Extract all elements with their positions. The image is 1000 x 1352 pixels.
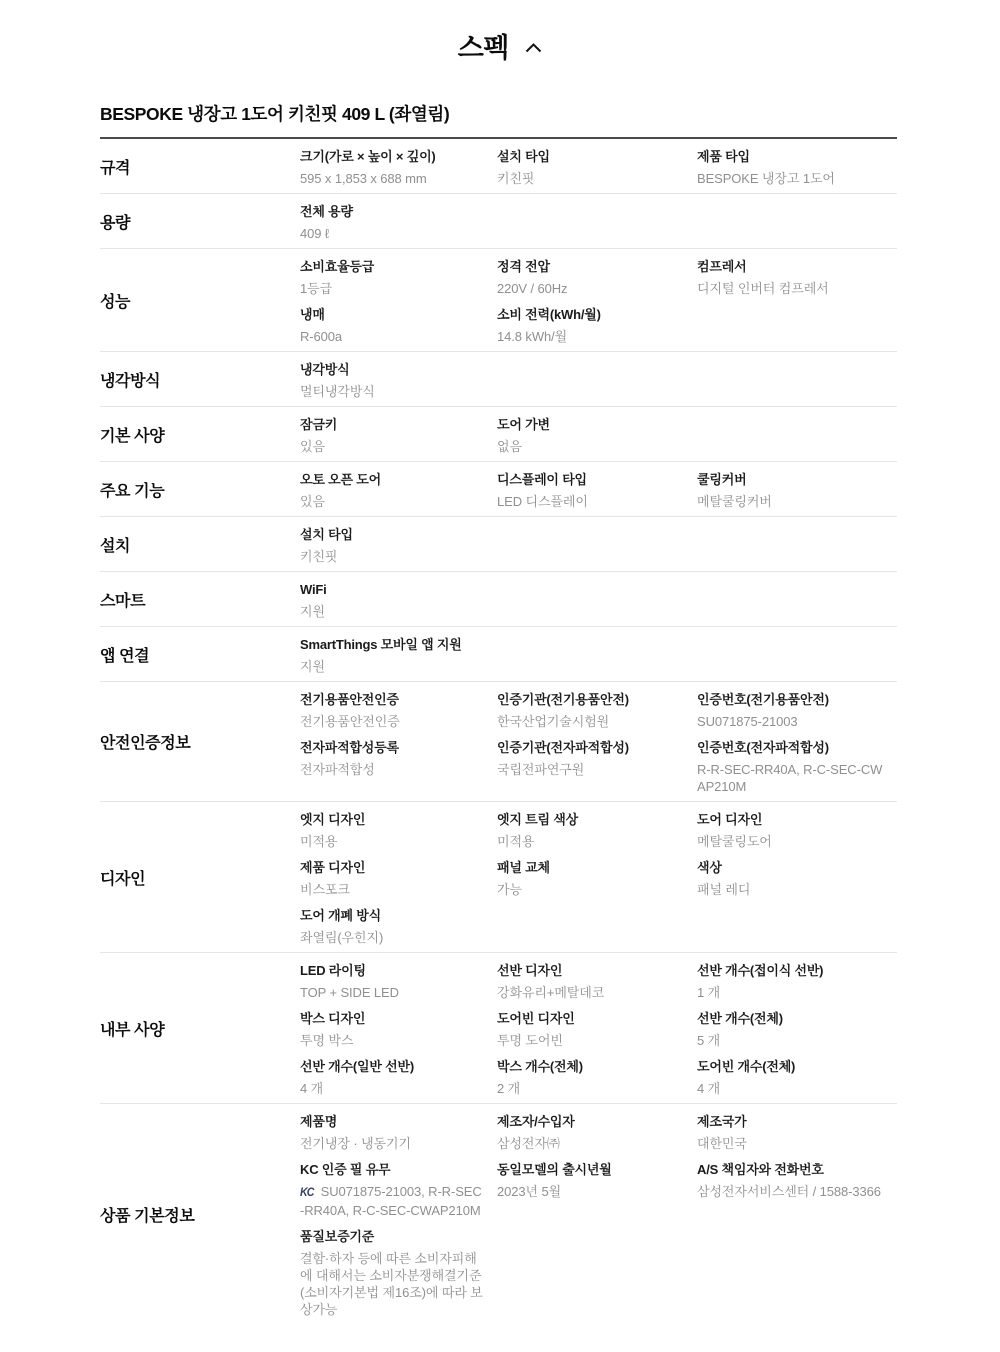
spec-item-label: 제조국가 [697, 1114, 747, 1129]
spec-item-label: 제품 타입 [697, 149, 750, 164]
spec-item-value: 1등급 [300, 281, 333, 296]
spec-item-value: 전기용품안전인증 [300, 714, 400, 729]
row-category-label: 주요 기능 [100, 482, 165, 500]
row-category-label: 앱 연결 [100, 647, 150, 665]
spec-item-value: 비스포크 [300, 882, 350, 897]
spec-item-value: 없음 [497, 439, 522, 454]
spec-item [300, 630, 497, 678]
spec-item-label: 선반 디자인 [497, 963, 563, 978]
spec-item [300, 685, 497, 733]
spec-item [697, 1004, 897, 1052]
spec-item-label: 전체 용량 [300, 204, 353, 219]
spec-item-label: LED 라이팅 [300, 963, 366, 978]
spec-item [300, 355, 497, 403]
row-category-label: 냉각방식 [100, 372, 161, 390]
spec-item [300, 1052, 497, 1100]
spec-item-label: 엣지 디자인 [300, 812, 366, 827]
row-category-label: 기본 사양 [100, 427, 165, 445]
spec-item [497, 300, 697, 348]
spec-item-label: 소비 전력(kWh/월) [497, 307, 601, 322]
spec-item-value: R-600a [300, 329, 343, 344]
product-heading: BESPOKE 냉장고 1도어 키친핏 409 L (좌열림) [100, 101, 897, 139]
spec-item-label: 제품명 [300, 1114, 338, 1129]
spec-title: 스펙 [457, 33, 509, 63]
spec-item-value: 삼성전자서비스센터 / 1588-3366 [697, 1184, 881, 1199]
spec-item [497, 252, 697, 300]
spec-item-label: 제품 디자인 [300, 860, 366, 875]
spec-item [697, 1107, 897, 1155]
spec-item-value: 미적용 [300, 834, 338, 849]
spec-item [497, 853, 697, 901]
spec-item-value: 있음 [300, 494, 325, 509]
row-category-label: 용량 [100, 214, 131, 232]
spec-item-label: 디스플레이 타입 [497, 472, 587, 487]
spec-item-value: 국립전파연구원 [497, 762, 585, 777]
spec-row-capacity [100, 194, 897, 249]
spec-row-performance [100, 249, 897, 352]
spec-item-value: TOP + SIDE LED [300, 985, 399, 1000]
row-category-label: 설치 [100, 537, 131, 555]
spec-item [497, 465, 697, 513]
spec-item-value: 595 x 1,853 x 688 mm [300, 171, 427, 186]
spec-item-value: 1 개 [697, 985, 721, 1000]
spec-item-value: 지원 [300, 604, 325, 619]
spec-item [300, 252, 497, 300]
spec-item [497, 1052, 697, 1100]
spec-item-value: 2 개 [497, 1081, 521, 1096]
spec-item-label: 정격 전압 [497, 259, 550, 274]
spec-item [300, 1107, 497, 1155]
bottom-spacer [100, 1324, 897, 1352]
spec-row-smart [100, 572, 897, 627]
spec-item-value: 삼성전자㈜ [497, 1136, 560, 1151]
spec-item-value: 전기냉장 · 냉동기기 [300, 1136, 411, 1151]
spec-item [697, 142, 897, 190]
spec-item-label: 패널 교체 [497, 860, 550, 875]
spec-item-label: 인증기관(전기용품안전) [497, 692, 629, 707]
spec-item-label: 냉각방식 [300, 362, 350, 377]
spec-row-basic-spec [100, 407, 897, 462]
spec-item-value: 가능 [497, 882, 522, 897]
spec-item-label: 전자파적합성등록 [300, 740, 399, 755]
spec-item-value: LED 디스플레이 [497, 494, 588, 509]
spec-item [697, 685, 897, 733]
spec-item-label: 엣지 트림 색상 [497, 812, 578, 827]
spec-item [497, 142, 697, 190]
spec-item-label: 도어 디자인 [697, 812, 763, 827]
kc-certification-icon: KC [300, 1187, 314, 1199]
spec-item-label: 크기(가로 × 높이 × 깊이) [300, 149, 436, 164]
spec-item [497, 1155, 697, 1203]
row-category-label: 내부 사양 [100, 1021, 165, 1039]
spec-row-safety-certification [100, 682, 897, 802]
spec-row-installation [100, 517, 897, 572]
spec-item-value: 409 ℓ [300, 226, 330, 241]
spec-item-value: 메탈쿨링도어 [697, 834, 772, 849]
spec-item-label: 냉매 [300, 307, 325, 322]
spec-item [300, 733, 497, 781]
spec-item [497, 685, 697, 733]
spec-item [300, 1155, 497, 1222]
spec-item-value: 있음 [300, 439, 325, 454]
spec-item [697, 1155, 897, 1203]
spec-item [300, 575, 497, 623]
spec-table [100, 139, 897, 1324]
row-category-label: 상품 기본정보 [100, 1207, 195, 1225]
spec-row-design [100, 802, 897, 953]
spec-item-label: 선반 개수(전체) [697, 1011, 783, 1026]
spec-item-label: 제조자/수입자 [497, 1114, 575, 1129]
spec-item [497, 805, 697, 853]
spec-row-dimensions [100, 139, 897, 194]
spec-item [697, 853, 897, 901]
spec-item [697, 956, 897, 1004]
chevron-up-icon [525, 43, 542, 53]
spec-item-value: 메탈쿨링커버 [697, 494, 772, 509]
spec-row-app-connectivity [100, 627, 897, 682]
spec-item [300, 520, 497, 568]
spec-item-label: A/S 책임자와 전화번호 [697, 1162, 824, 1177]
spec-item-value: 좌열림(우힌지) [300, 930, 384, 945]
spec-item-label: 인증번호(전기용품안전) [697, 692, 829, 707]
spec-item [697, 733, 897, 798]
spec-item-label: 인증번호(전자파적합성) [697, 740, 829, 755]
spec-item-value: 전자파적합성 [300, 762, 375, 777]
spec-item-label: 동일모델의 출시년월 [497, 1162, 612, 1177]
spec-item-value: 4 개 [697, 1081, 721, 1096]
spec-item [697, 465, 897, 513]
spec-item-label: 도어 개폐 방식 [300, 908, 381, 923]
spec-item-value: 대한민국 [697, 1136, 747, 1151]
spec-item-label: KC 인증 필 유무 [300, 1162, 391, 1177]
spec-item-label: 쿨링커버 [697, 472, 747, 487]
spec-item-value: 2023년 5월 [497, 1184, 562, 1199]
spec-item [300, 197, 497, 245]
kc-certification-numbers: SU071875-21003, R-R-SEC-RR40A, R-C-SEC-CWAP210M [300, 1184, 482, 1218]
spec-item-value: 키친핏 [300, 549, 338, 564]
spec-item-value: R-R-SEC-RR40A, R-C-SEC-CWAP210M [697, 762, 883, 794]
row-category-label: 디자인 [100, 870, 146, 888]
spec-row-key-features [100, 462, 897, 517]
spec-item-label: 선반 개수(접이식 선반) [697, 963, 824, 978]
spec-item [300, 1222, 497, 1321]
spec-item [300, 1004, 497, 1052]
spec-item [300, 142, 497, 190]
row-category-label: 안전인증정보 [100, 735, 191, 752]
spec-item-label: 품질보증기준 [300, 1229, 375, 1244]
spec-item [300, 805, 497, 853]
spec-item-label: 박스 개수(전체) [497, 1059, 583, 1074]
spec-item-value: 투명 박스 [300, 1033, 354, 1048]
spec-item-value [300, 1183, 483, 1219]
spec-row-cooling-type [100, 352, 897, 407]
spec-item-value: 4 개 [300, 1081, 324, 1096]
spec-item [300, 410, 497, 458]
spec-item [497, 1004, 697, 1052]
spec-row-product-basic-info [100, 1104, 897, 1324]
row-category-label: 스마트 [100, 592, 146, 610]
spec-item-value: 미적용 [497, 834, 535, 849]
row-category-label: 규격 [100, 159, 131, 177]
spec-item [497, 733, 697, 781]
spec-item-label: 도어빈 개수(전체) [697, 1059, 796, 1074]
spec-item-label: 소비효율등급 [300, 259, 375, 274]
spec-item [300, 956, 497, 1004]
spec-section [100, 101, 897, 1352]
spec-item-label: 선반 개수(일반 선반) [300, 1059, 414, 1074]
spec-item-label: 색상 [697, 860, 722, 875]
spec-row-interior-spec [100, 953, 897, 1104]
spec-item-value: 키친핏 [497, 171, 535, 186]
spec-item-label: 인증기관(전자파적합성) [497, 740, 629, 755]
spec-item-label: SmartThings 모바일 앱 지원 [300, 637, 462, 652]
spec-item-value: BESPOKE 냉장고 1도어 [697, 171, 835, 186]
spec-item-value: 5 개 [697, 1033, 721, 1048]
spec-accordion-header[interactable] [0, 0, 1000, 65]
spec-item-label: 설치 타입 [300, 527, 353, 542]
spec-item-value: 패널 레디 [697, 882, 751, 897]
spec-item-value: 한국산업기술시험원 [497, 714, 610, 729]
spec-item-label: 박스 디자인 [300, 1011, 366, 1026]
spec-item [497, 1107, 697, 1155]
spec-item-value: 지원 [300, 659, 325, 674]
spec-item [300, 901, 497, 949]
spec-item-value: 디지털 인버터 컴프레서 [697, 281, 829, 296]
spec-item-label: 도어빈 디자인 [497, 1011, 575, 1026]
spec-item [697, 805, 897, 853]
row-category-label: 성능 [100, 293, 131, 311]
spec-item-value: 멀티냉각방식 [300, 384, 375, 399]
spec-item [300, 853, 497, 901]
spec-item-label: 설치 타입 [497, 149, 550, 164]
spec-item-label: 잠금키 [300, 417, 338, 432]
spec-item-label: 도어 가변 [497, 417, 550, 432]
spec-item-label: 전기용품안전인증 [300, 692, 399, 707]
spec-item-value: 결함·하자 등에 따른 소비자피해에 대해서는 소비자분쟁해결기준(소비자기본법 제16조)에 따라 보상가능 [300, 1251, 483, 1317]
spec-item-label: WiFi [300, 582, 327, 597]
spec-item [697, 1052, 897, 1100]
spec-item [300, 300, 497, 348]
spec-item [300, 465, 497, 513]
spec-item-value: 14.8 kWh/월 [497, 329, 568, 344]
spec-item [497, 410, 697, 458]
spec-item-label: 컴프레서 [697, 259, 747, 274]
spec-item-value: 투명 도어빈 [497, 1033, 563, 1048]
spec-item-label: 오토 오픈 도어 [300, 472, 381, 487]
spec-item [497, 956, 697, 1004]
spec-item-value: 220V / 60Hz [497, 281, 568, 296]
spec-item-value: SU071875-21003 [697, 714, 798, 729]
spec-item-value: 강화유리+메탈데코 [497, 985, 605, 1000]
spec-item [697, 252, 897, 300]
